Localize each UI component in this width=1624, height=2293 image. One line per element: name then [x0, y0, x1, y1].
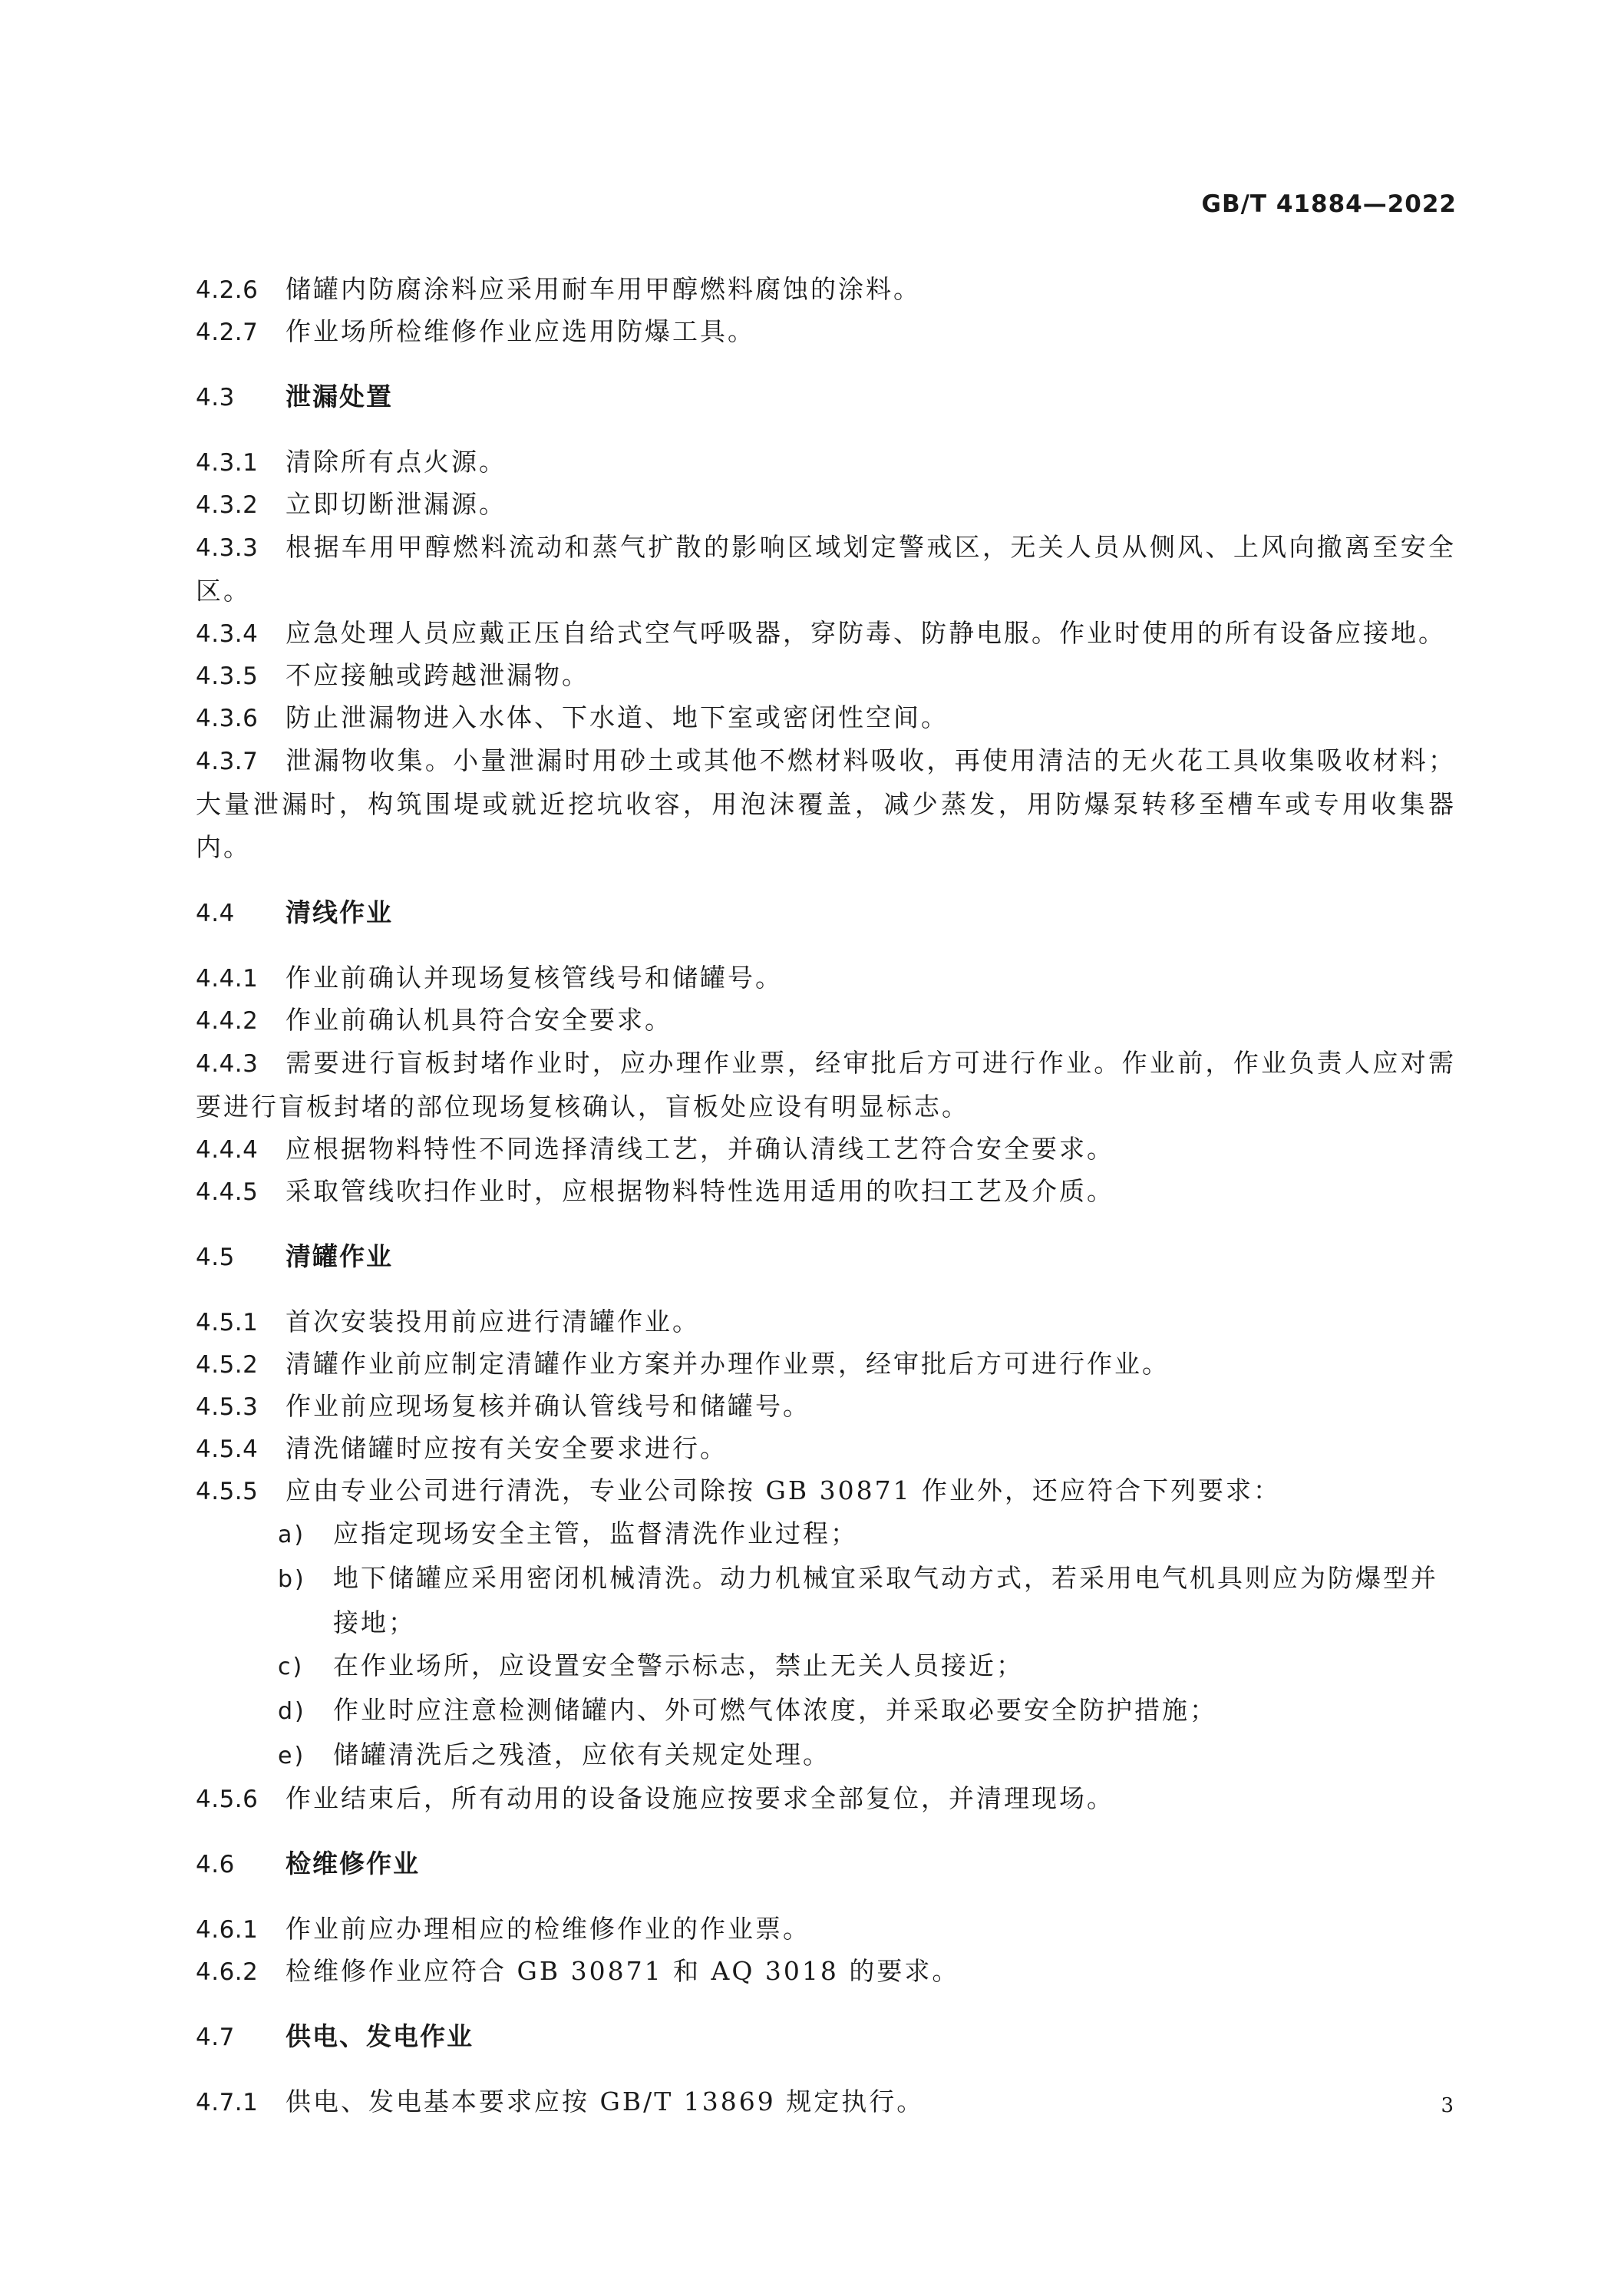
clause-4-5-1: [196, 1301, 1456, 1343]
section-number: 4.3: [196, 384, 235, 411]
clause-4-3-5: [196, 655, 1456, 697]
clause-number: 4.5.1: [196, 1309, 259, 1336]
clause-number: 4.3.4: [196, 620, 259, 648]
clause-text: 作业结束后，所有动用的设备设施应按要求全部复位，并清理现场。: [286, 1783, 1114, 1813]
clause-number: 4.4.4: [196, 1136, 259, 1164]
clause-number: 4.4.3: [196, 1050, 259, 1078]
list-item-d: [251, 1689, 1456, 1733]
clause-number: 4.4.1: [196, 965, 259, 993]
clause-text: 应根据物料特性不同选择清线工艺，并确认清线工艺符合安全要求。: [286, 1134, 1114, 1164]
clause-4-3-1: [196, 441, 1456, 484]
section-number: 4.6: [196, 1851, 235, 1878]
clause-4-2-7: [196, 311, 1456, 353]
list-item-text: 地下储罐应采用密闭机械清洗。动力机械宜采取气动方式，若采用电气机具则应为防爆型并接地；: [333, 1563, 1438, 1637]
clause-4-7-1: [196, 2081, 1456, 2123]
clause-text: 防止泄漏物进入水体、下水道、地下室或密闭性空间。: [286, 702, 949, 732]
clause-4-4-1: [196, 957, 1456, 999]
clause-text: 检维修作业应符合 GB 30871 和 AQ 3018 的要求。: [286, 1956, 960, 1986]
clause-text: 作业前确认机具符合安全要求。: [286, 1005, 672, 1035]
clause-number: 4.4.2: [196, 1007, 259, 1035]
clause-number: 4.3.1: [196, 449, 259, 477]
clause-4-3-7: [196, 739, 1456, 869]
clause-number: 4.4.5: [196, 1178, 259, 1206]
section-4-6: [196, 1843, 1456, 1885]
list-item-a: [251, 1512, 1456, 1557]
clause-number: 4.6.1: [196, 1916, 259, 1944]
clause-4-5-3: [196, 1386, 1456, 1428]
clause-4-4-2: [196, 999, 1456, 1042]
clause-number: 4.2.6: [196, 276, 259, 304]
clause-number: 4.5.6: [196, 1786, 259, 1813]
section-4-3: [196, 376, 1456, 418]
clause-text: 采取管线吹扫作业时，应根据物料特性选用适用的吹扫工艺及介质。: [286, 1176, 1114, 1206]
clause-4-5-5: [196, 1470, 1456, 1512]
list-item-text: 作业时应注意检测储罐内、外可燃气体浓度，并采取必要安全防护措施；: [333, 1695, 1217, 1725]
page-number: 3: [1441, 2094, 1454, 2117]
clause-4-6-1: [196, 1908, 1456, 1951]
clause-text: 作业前应办理相应的检维修作业的作业票。: [286, 1914, 810, 1944]
clause-number: 4.5.4: [196, 1436, 259, 1463]
clause-4-4-5: [196, 1171, 1456, 1213]
list-marker: e): [278, 1743, 306, 1769]
clause-number: 4.3.7: [196, 748, 259, 775]
section-title: 清罐作业: [286, 1241, 393, 1271]
clause-4-2-6: [196, 269, 1456, 311]
list-marker: b): [278, 1566, 306, 1593]
clause-4-5-6: [196, 1778, 1456, 1820]
clause-number: 4.2.7: [196, 319, 259, 346]
clause-4-3-2: [196, 484, 1456, 526]
clause-number: 4.3.6: [196, 705, 259, 732]
clause-number: 4.6.2: [196, 1958, 259, 1986]
section-title: 检维修作业: [286, 1849, 420, 1878]
clause-4-4-4: [196, 1128, 1456, 1171]
list-marker: d): [278, 1698, 306, 1725]
document-body: [196, 269, 1456, 2123]
clause-number: 4.3.3: [196, 534, 259, 562]
section-number: 4.7: [196, 2024, 235, 2051]
section-number: 4.5: [196, 1244, 235, 1271]
clause-text: 清除所有点火源。: [286, 447, 507, 477]
section-title: 清线作业: [286, 897, 393, 927]
clause-text: 不应接触或跨越泄漏物。: [286, 660, 589, 690]
clause-text: 应由专业公司进行清洗，专业公司除按 GB 30871 作业外，还应符合下列要求：: [286, 1475, 1282, 1505]
clause-4-5-2: [196, 1343, 1456, 1386]
clause-number: 4.5.2: [196, 1351, 259, 1379]
list-marker: a): [278, 1522, 306, 1548]
clause-text: 作业前确认并现场复核管线号和储罐号。: [286, 963, 783, 993]
clause-4-3-3: [196, 526, 1456, 613]
list-item-c: [251, 1644, 1456, 1689]
standard-code: GB/T 41884—2022: [1201, 190, 1457, 218]
clause-number: 4.7.1: [196, 2089, 259, 2116]
clause-text: 作业场所检维修作业应选用防爆工具。: [286, 316, 755, 346]
clause-text: 立即切断泄漏源。: [286, 489, 507, 519]
clause-text: 供电、发电基本要求应按 GB/T 13869 规定执行。: [286, 2086, 925, 2116]
clause-number: 4.5.3: [196, 1393, 259, 1421]
clause-4-4-3: [196, 1042, 1456, 1128]
clause-text: 根据车用甲醇燃料流动和蒸气扩散的影响区域划定警戒区，无关人员从侧风、上风向撤离至安全区。: [196, 532, 1456, 606]
list-item-e: [251, 1733, 1456, 1778]
section-4-4: [196, 892, 1456, 934]
clause-number: 4.3.2: [196, 491, 259, 519]
clause-number: 4.5.5: [196, 1478, 259, 1505]
section-number: 4.4: [196, 900, 235, 927]
clause-text: 储罐内防腐涂料应采用耐车用甲醇燃料腐蚀的涂料。: [286, 274, 921, 304]
list-item-b: [251, 1557, 1456, 1644]
list-item-text: 应指定现场安全主管，监督清洗作业过程；: [333, 1518, 858, 1548]
list-item-text: 储罐清洗后之残渣，应依有关规定处理。: [333, 1740, 830, 1769]
section-title: 泄漏处置: [286, 382, 393, 411]
list-marker: c): [278, 1654, 305, 1680]
clause-4-3-4: [196, 613, 1456, 655]
section-title: 供电、发电作业: [286, 2021, 474, 2051]
clause-text: 清洗储罐时应按有关安全要求进行。: [286, 1433, 728, 1463]
clause-number: 4.3.5: [196, 662, 259, 690]
clause-4-6-2: [196, 1951, 1456, 1993]
clause-text: 作业前应现场复核并确认管线号和储罐号。: [286, 1391, 810, 1421]
clause-text: 应急处理人员应戴正压自给式空气呼吸器，穿防毒、防静电服。作业时使用的所有设备应接地。: [286, 618, 1446, 648]
section-4-5: [196, 1236, 1456, 1278]
clause-text: 清罐作业前应制定清罐作业方案并办理作业票，经审批后方可进行作业。: [286, 1349, 1170, 1379]
clause-text: 首次安装投用前应进行清罐作业。: [286, 1307, 700, 1336]
clause-text: 泄漏物收集。小量泄漏时用砂土或其他不燃材料吸收，再使用清洁的无火花工具收集吸收材料；大量泄漏时，构筑围堤或就近挖坑收容，用泡沫覆盖，减少蒸发，用防爆泵转移至槽车或专用收集器内。: [196, 745, 1456, 862]
clause-4-5-4: [196, 1428, 1456, 1470]
clause-text: 需要进行盲板封堵作业时，应办理作业票，经审批后方可进行作业。作业前，作业负责人应对需要进行盲板封堵的部位现场复核确认，盲板处应设有明显标志。: [196, 1048, 1456, 1122]
clause-4-3-6: [196, 697, 1456, 739]
list-item-text: 在作业场所，应设置安全警示标志，禁止无关人员接近；: [333, 1650, 1024, 1680]
section-4-7: [196, 2016, 1456, 2058]
